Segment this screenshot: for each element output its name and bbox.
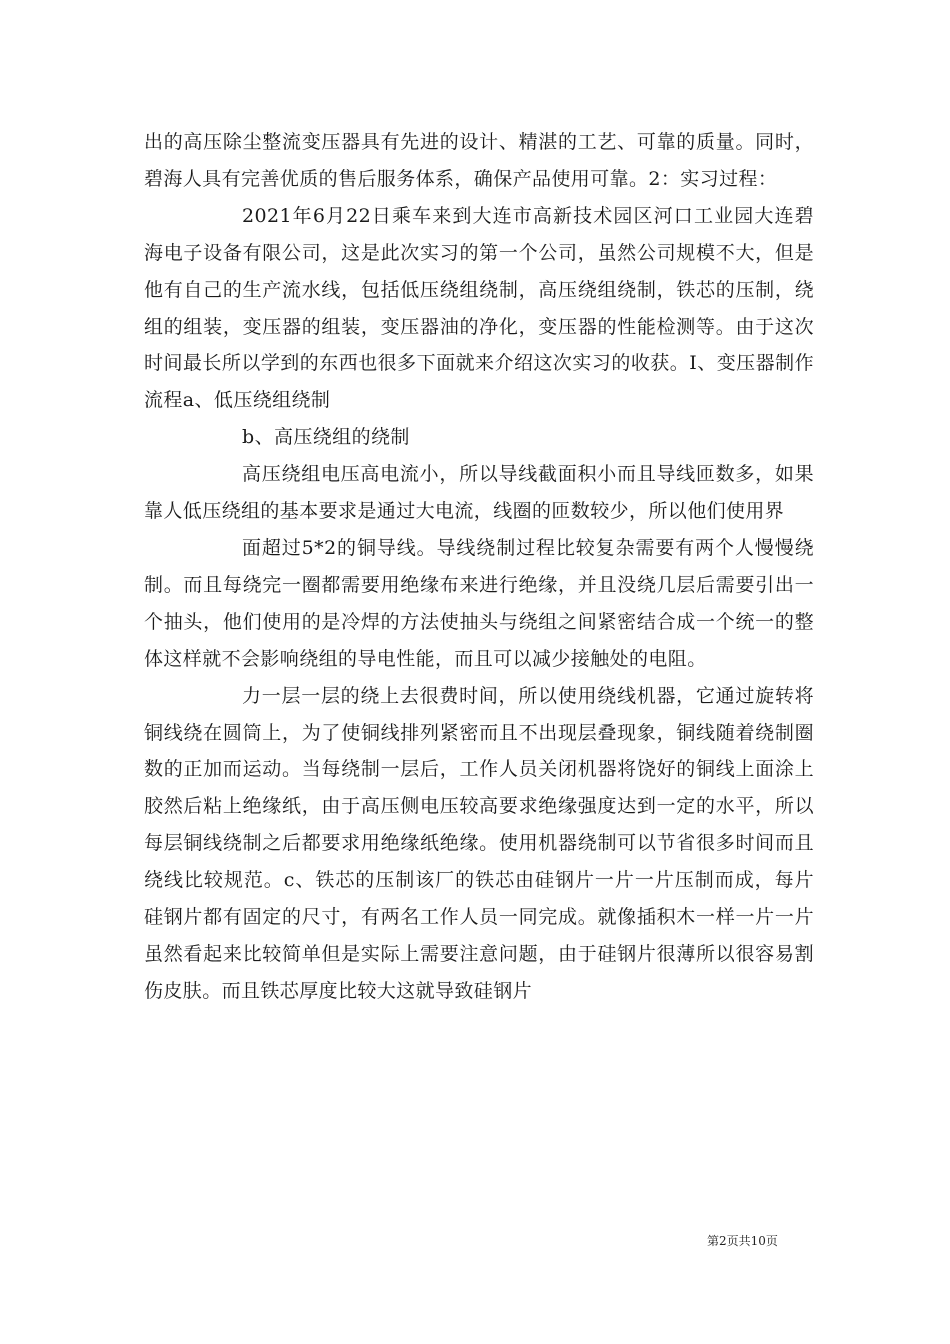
paragraph-6: 力一层一层的绕上去很费时间，所以使用绕线机器，它通过旋转将铜线绕在圆筒上，为了使铜线排列紧密而且不出现层叠现象，铜线随着绕制圈数的正加而运动。当每绕制一层后，工作人员关闭机器将饶好的铜线上面涂上胶然后粘上绝缘纸，由于高压侧电压较高要求绝缘强度达到一定的水平，所以每层铜线绕制之后都要求用绝缘纸绝缘。使用机器绕制可以节省很多时间而且绕线比较规范。c、铁芯的压制该厂的铁芯由硅钢片一片一片压制而成，每片硅钢片都有固定的尺寸，有两名工作人员一同完成。就像插积木一样一片一片虽然看起来比较简单但是实际上需要注意问题，由于硅钢片很薄所以很容易割伤皮肤。而且铁芯厚度比较大这就导致硅钢片 xyxy=(144,684,814,1002)
page-number-footer: 第2页共10页 xyxy=(707,1234,778,1248)
paragraph-4: 高压绕组电压高电流小，所以导线截面积小而且导线匝数多，如果靠人低压绕组的基本要求是通过大电流，线圈的匝数较少，所以他们使用界 xyxy=(144,463,814,523)
paragraph-3: b、高压绕组的绕制 xyxy=(242,426,410,449)
document-body xyxy=(144,124,814,1010)
paragraph-2: 2021年6月22日乘车来到大连市高新技术园区河口工业园大连碧海电子设备有限公司，这是此次实习的第一个公司，虽然公司规模不大，但是他有自己的生产流水线，包括低压绕组绕制，高压绕组绕制，铁芯的压制，绕组的组装，变压器的组装，变压器油的净化，变压器的性能检测等。由于这次时间最长所以学到的东西也很多下面就来介绍这次实习的收获。Ⅰ、变压器制作流程a、低压绕组绕制 xyxy=(144,204,814,412)
paragraph-1: 出的高压除尘整流变压器具有先进的设计、精湛的工艺、可靠的质量。同时，碧海人具有完善优质的售后服务体系，确保产品使用可靠。2：实习过程： xyxy=(144,131,814,190)
paragraph-5: 面超过5*2的铜导线。导线绕制过程比较复杂需要有两个人慢慢绕制。而且每绕完一圈都需要用绝缘布来进行绝缘，并且没绕几层后需要引出一个抽头，他们使用的是冷焊的方法使抽头与绕组之间紧密结合成一个统一的整体这样就不会影响绕组的导电性能，而且可以减少接触处的电阻。 xyxy=(144,536,814,670)
